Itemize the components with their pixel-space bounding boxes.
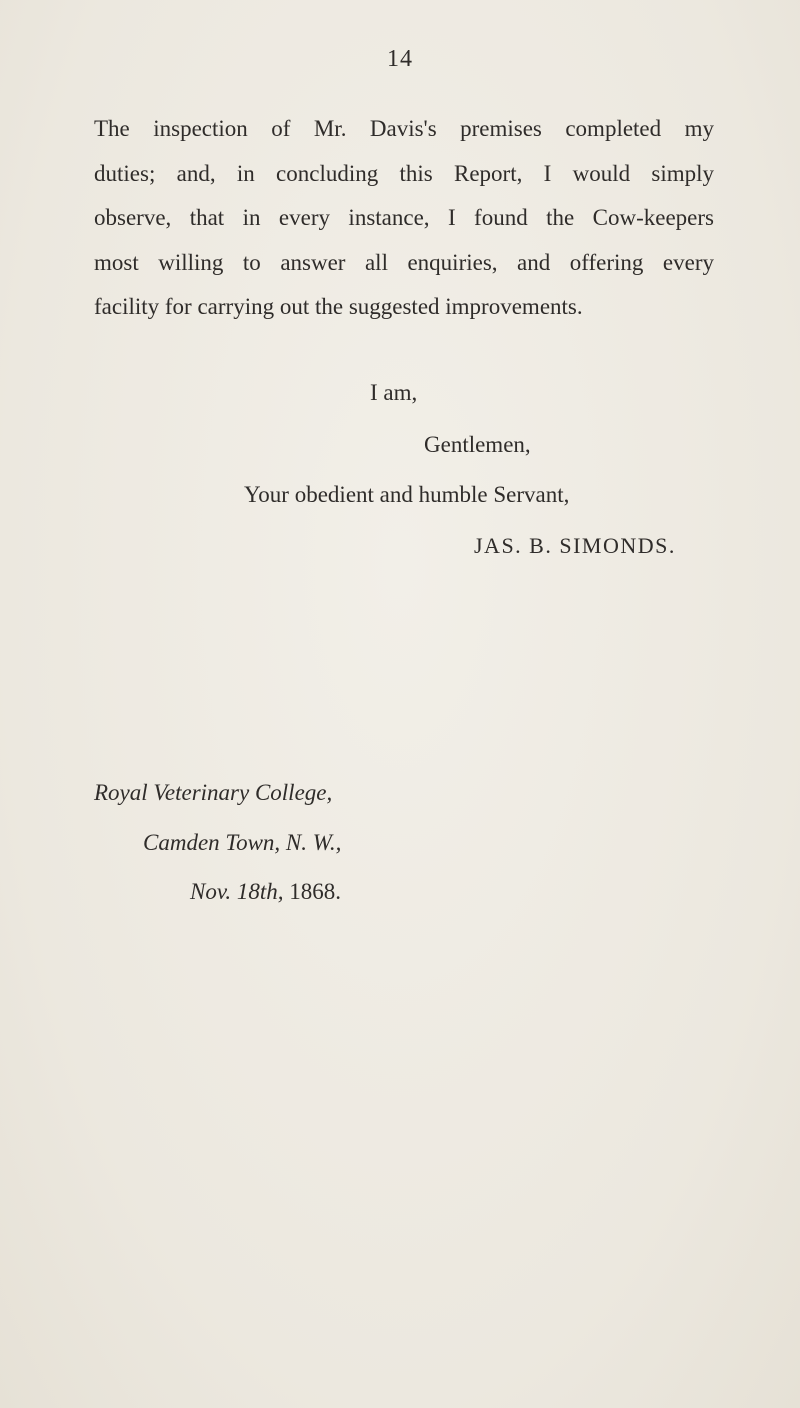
signature: JAS. B. SIMONDS. bbox=[474, 533, 676, 558]
body-line-3: observe, that in every instance, I found the Cow-keepers bbox=[94, 205, 714, 230]
address-date bbox=[190, 879, 341, 905]
closing-valediction: Your obedient and humble Servant, bbox=[244, 482, 570, 507]
closing-i-am: I am, bbox=[370, 380, 418, 405]
closing-salutation: Gentlemen, bbox=[424, 432, 531, 457]
body-line-5: facility for carrying out the suggested improvements. bbox=[94, 294, 583, 319]
body-line-1: The inspection of Mr. Davis's premises completed my bbox=[94, 116, 714, 141]
page-number: 14 bbox=[387, 46, 413, 72]
address-institution: Royal Veterinary College, bbox=[94, 780, 333, 805]
body-line-4: most willing to answer all enquiries, and offering every bbox=[94, 249, 714, 275]
address-locality: Camden Town, N. W., bbox=[143, 830, 342, 855]
address-date-month: Nov. 18th, bbox=[190, 879, 284, 904]
body-line-2: duties; and, in concluding this Report, I would simply bbox=[94, 160, 714, 186]
body-paragraph bbox=[94, 107, 714, 330]
address-date-year: 1868. bbox=[289, 879, 341, 904]
